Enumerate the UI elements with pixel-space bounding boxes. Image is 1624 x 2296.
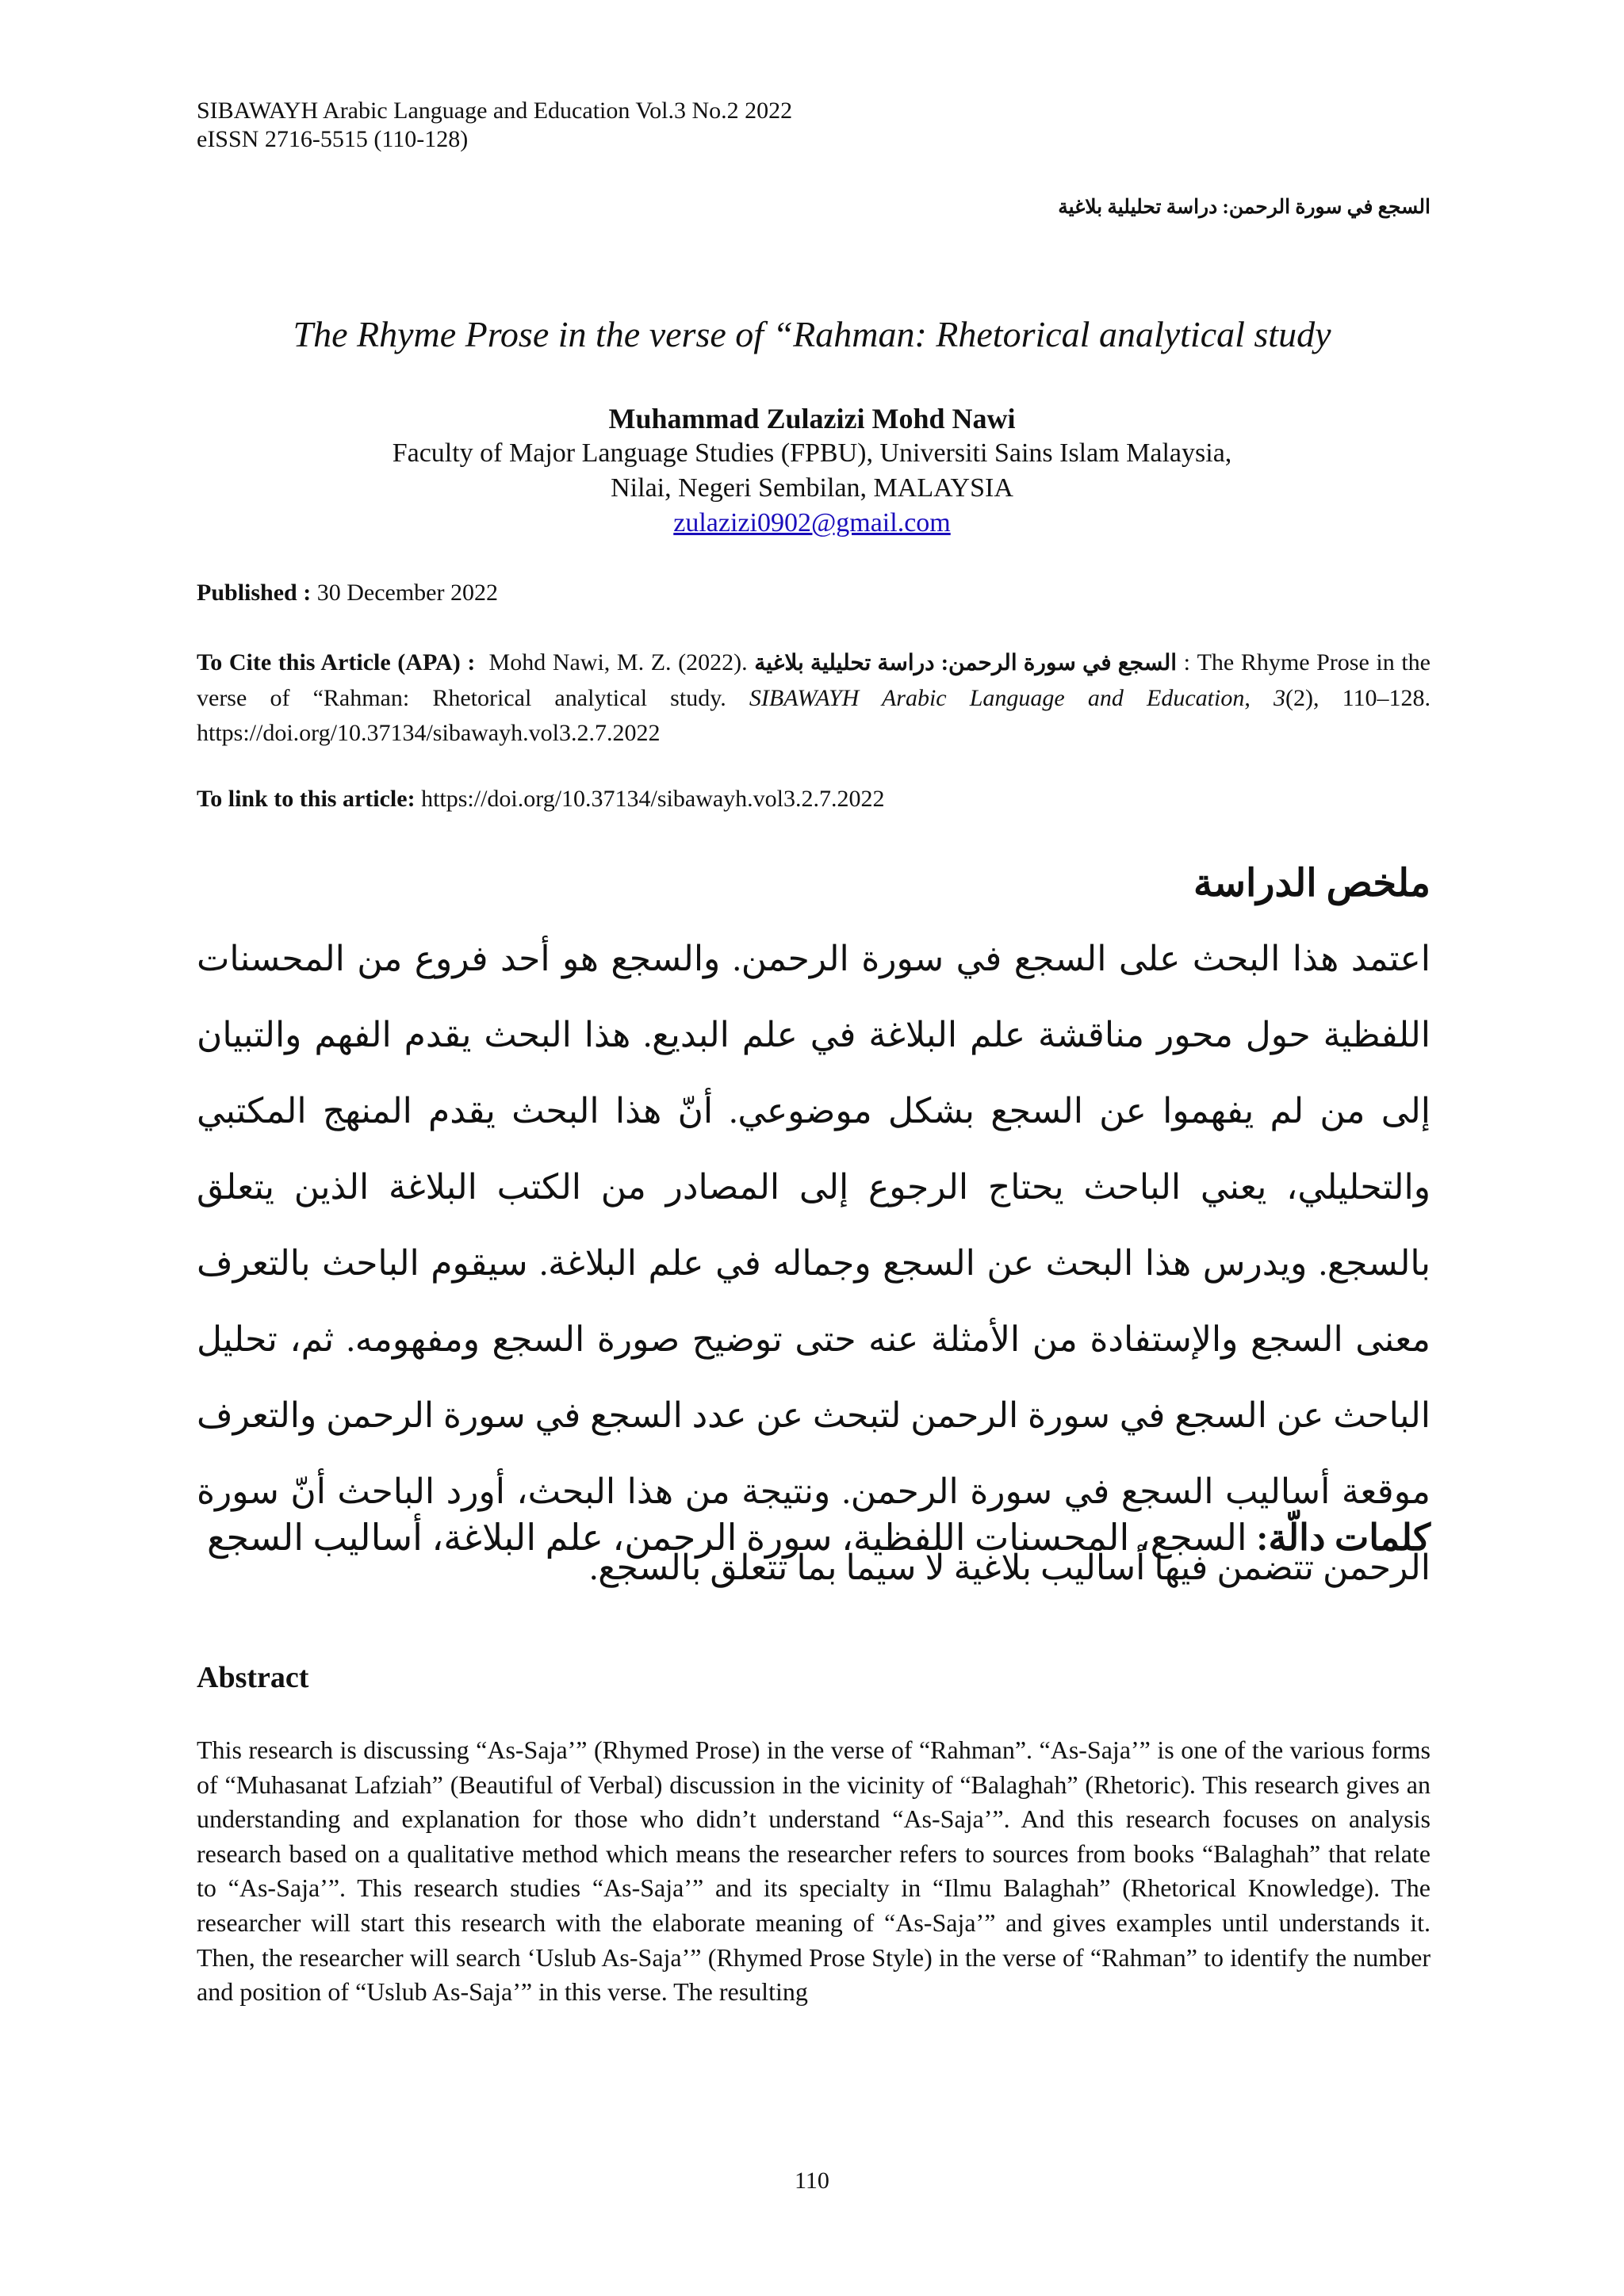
citation-text-mid: : The Rhyme Prose in the verse of “Rahman: Rhetorical analytical study. xyxy=(197,649,1431,711)
page-number: 110 xyxy=(795,2168,829,2194)
english-abstract-body: This research is discussing “As-Saja’” (Rhymed Prose) in the verse of “Rahman”. “As-Saja’” is one of the various forms of “Muhasanat Lafziah” (Beautiful of Verbal) discussion in the vicinity of “Balaghah” (Rhetoric). This research gives an understanding and explanation for those who didn’t understand “As-Saja’”. And this research focuses on analysis research based on a qualitative method which means the researcher refers to sources from books “Balaghah” that relate to “As-Saja’”. This research studies “As-Saja’” and its specialty in “Ilmu Balaghah” (Rhetorical Knowledge). The researcher will start this research with the elaborate meaning of “As-Saja’” and gives examples until understands it. Then, the researcher will search ‘Uslub As-Saja’” (Rhymed Prose Style) in the verse of “Rahman” to identify the number and position of “Uslub As-Saja’” in this verse. The resulting xyxy=(197,1735,1431,2007)
author-email-link[interactable]: zulazizi0902@gmail.com xyxy=(673,508,951,538)
citation-label: To Cite this Article (APA) : xyxy=(197,649,476,675)
keywords-text: السجع، المحسنات اللفظية، سورة الرحمن، علم البلاغة، أساليب السجع xyxy=(207,1517,1247,1558)
citation-arabic-title: السجع في سورة الرحمن: دراسة تحليلية بلاغية xyxy=(754,651,1178,675)
citation-text-start: Mohd Nawi, M. Z. (2022). xyxy=(488,649,748,675)
journal-header-line1: SIBAWAYH Arabic Language and Education Vol.3 No.2 2022 xyxy=(197,98,793,124)
article-link-url[interactable]: https://doi.org/10.37134/sibawayh.vol3.2.7.2022 xyxy=(421,786,885,812)
citation-text-end: (2), 110–128. https://doi.org/10.37134/sibawayh.vol3.2.7.2022 xyxy=(197,685,1431,746)
journal-header-line2: eISSN 2716-5515 (110-128) xyxy=(197,126,469,152)
link-label: To link to this article: xyxy=(197,786,416,812)
arabic-running-title: السجع في سورة الرحمن: دراسة تحليلية بلاغية xyxy=(1058,197,1431,218)
author-name: Muhammad Zulazizi Mohd Nawi xyxy=(608,403,1016,434)
keywords-line xyxy=(207,1514,1431,1562)
arabic-abstract-body: اعتمد هذا البحث على السجع في سورة الرحمن. والسجع هو أحد فروع من المحسنات اللفظية حول محور مناقشة علم البلاغة في علم البديع. هذا البحث يقدم الفهم والتبيان إلى من لم يفهموا عن السجع بشكل موضوعي. أنّ هذا البحث يقدم المنهج المكتبي والتحليلي، يعني الباحث يحتاج الرجوع إلى المصادر من الكتب البلاغة الذين يتعلق بالسجع. ويدرس هذا البحث عن السجع وجماله في علم البلاغة. سيقوم الباحث بالتعرف معنى السجع والإستفادة من الأمثلة عنه حتى توضيح صورة السجع ومفهومه. ثم، تحليل الباحث عن السجع في سورة الرحمن لتبحث عن عدد السجع في سورة الرحمن والتعرف موقعة أساليب السجع في سورة الرحمن. ونتيجة من هذا البحث، أورد الباحث أنّ سورة الرحمن تتضمن فيها أساليب بلاغية لا سيما بما تتعلق بالسجع. xyxy=(197,939,1431,1587)
published-label: Published : xyxy=(197,580,312,606)
citation-volume: 3 xyxy=(1274,685,1285,711)
citation-block: To Cite this Article (APA) : Mohd Nawi, M. Z. (2022). السجع في سورة الرحمن: دراسة تحليلية بلاغية : The Rhyme Prose in the verse of “Rahman: Rhetorical analytical study. SIBAWAYH Arabic Language and Education, 3(2), 110–128. https://doi.org/10.37134/sibawayh.vol3.2.7.2022 xyxy=(197,649,1431,746)
article-link-line xyxy=(197,782,1431,817)
affiliation-line2: Nilai, Negeri Sembilan, MALAYSIA xyxy=(611,473,1013,503)
keywords-label: كلمات دالّة: xyxy=(1256,1517,1431,1558)
affiliation-line1: Faculty of Major Language Studies (FPBU), Universiti Sains Islam Malaysia, xyxy=(392,438,1232,468)
citation-journal: SIBAWAYH Arabic Language and Education xyxy=(749,685,1245,711)
arabic-abstract-title: ملخص الدراسة xyxy=(1193,863,1431,905)
published-date: 30 December 2022 xyxy=(316,580,498,606)
published-line xyxy=(197,576,1431,610)
english-abstract-title: Abstract xyxy=(197,1661,309,1694)
article-title: The Rhyme Prose in the verse of “Rahman: Rhetorical analytical study xyxy=(293,314,1331,354)
author-block xyxy=(0,401,1624,541)
